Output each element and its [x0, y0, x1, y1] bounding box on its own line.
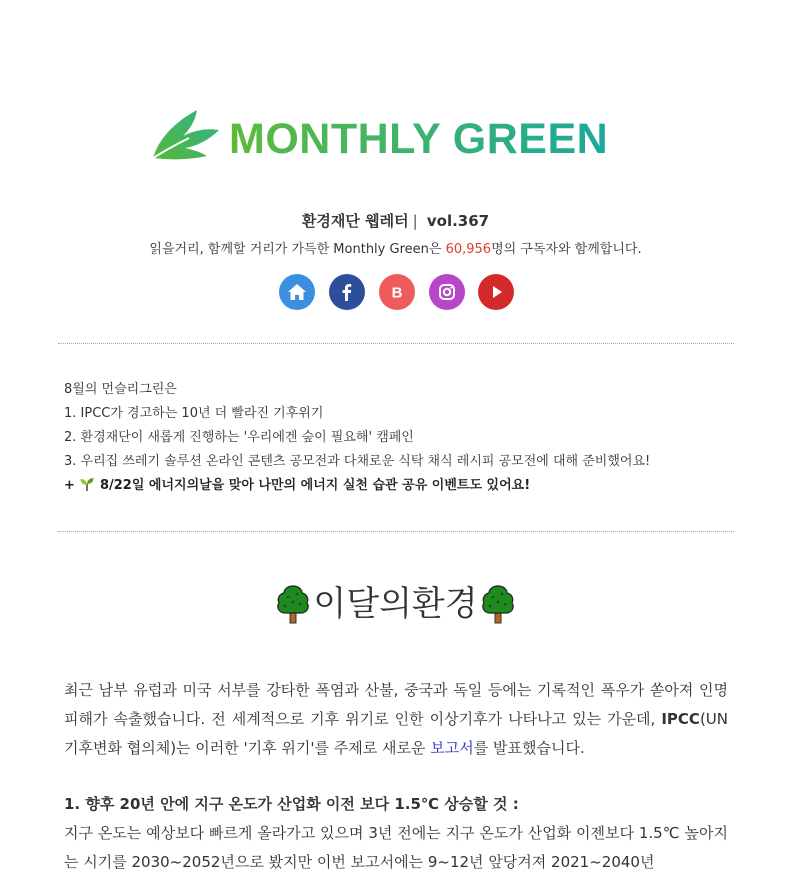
- monthly-green-logo: [145, 106, 655, 166]
- issue-summary: [64, 378, 734, 498]
- svg-text:B: B: [391, 284, 403, 302]
- section-title: [0, 580, 791, 628]
- article-heading: 1. 향후 20년 안에 지구 온도가 산업화 이전 보다 1.5℃ 상승할 것 :: [64, 795, 519, 813]
- tree-icon: [480, 584, 516, 624]
- youtube-icon: [486, 282, 506, 302]
- subscriber-suffix: 명의 구독자와 함께합니다.: [491, 242, 642, 257]
- social-links: [279, 274, 519, 310]
- publisher-label: 환경재단 웹레터: [301, 212, 409, 230]
- paragraph-text: 최근 남부 유럽과 미국 서부를 강타한 폭염과 산불, 중국과 독일 등에는 기록적인 폭우가 쏟아져 인명피해가 속출했습니다. 전 세계적으로 기후 위기로 인한 이상기후가 나타나고 있는 가운데,: [64, 681, 728, 728]
- facebook-icon: [337, 282, 357, 302]
- summary-intro: 8월의 먼슬리그린은: [64, 382, 177, 397]
- section-title-text: 이달의환경: [313, 584, 478, 624]
- seedling-icon: [79, 476, 95, 492]
- home-icon: [287, 282, 307, 302]
- paragraph-text: 를 발표했습니다.: [473, 739, 585, 757]
- volume-label: vol.367: [426, 212, 490, 230]
- highlight-prefix: +: [64, 478, 75, 493]
- article-paragraph: [64, 676, 728, 763]
- subscriber-count: 60,956: [445, 242, 492, 257]
- summary-item: 3. 우리집 쓰레기 솔루션 온라인 콘텐츠 공모전과 다채로운 식탁 채식 레시피 공모전에 대해 준비했어요!: [64, 454, 651, 469]
- instagram-link[interactable]: [429, 274, 465, 310]
- summary-item: 2. 환경재단이 새롭게 진행하는 '우리에겐 숲이 필요해' 캠페인: [64, 430, 414, 445]
- newsletter-header: [0, 210, 791, 232]
- facebook-link[interactable]: [329, 274, 365, 310]
- header-separator: |: [412, 212, 418, 230]
- blog-link[interactable]: [379, 274, 415, 310]
- youtube-link[interactable]: [478, 274, 514, 310]
- article-paragraph: 지구 온도는 예상보다 빠르게 올라가고 있으며 3년 전에는 지구 온도가 산업화 이젠보다 1.5℃ 높아지는 시기를 2030~2052년으로 봤지만 이번 보고서에는 9~12년 앞당겨져 2021~2040년: [64, 824, 728, 871]
- leaf-icon: [145, 108, 223, 164]
- instagram-icon: [437, 282, 457, 302]
- divider-top: [58, 343, 734, 344]
- summary-item: 1. IPCC가 경고하는 10년 더 빨라진 기후위기: [64, 406, 324, 421]
- divider-bottom: [58, 531, 734, 532]
- report-link[interactable]: 보고서: [430, 739, 474, 757]
- subscriber-line: [0, 240, 791, 260]
- ipcc-term: IPCC: [661, 710, 700, 728]
- tree-icon: [275, 584, 311, 624]
- blog-icon: [387, 282, 407, 302]
- home-link[interactable]: [279, 274, 315, 310]
- highlight-text: 8/22일 에너지의날을 맞아 나만의 에너지 실천 습관 공유 이벤트도 있어요!: [99, 478, 531, 493]
- brand-name: MONTHLY GREEN: [229, 115, 609, 163]
- paragraph-text: (UN 기후변화 협의체)는 이러한 '기후 위기'를 주제로 새로운: [64, 710, 728, 757]
- article-body: [64, 676, 728, 877]
- subscriber-prefix: 읽을거리, 함께할 거리가 가득한 Monthly Green은: [149, 242, 446, 257]
- summary-highlight: [64, 474, 734, 498]
